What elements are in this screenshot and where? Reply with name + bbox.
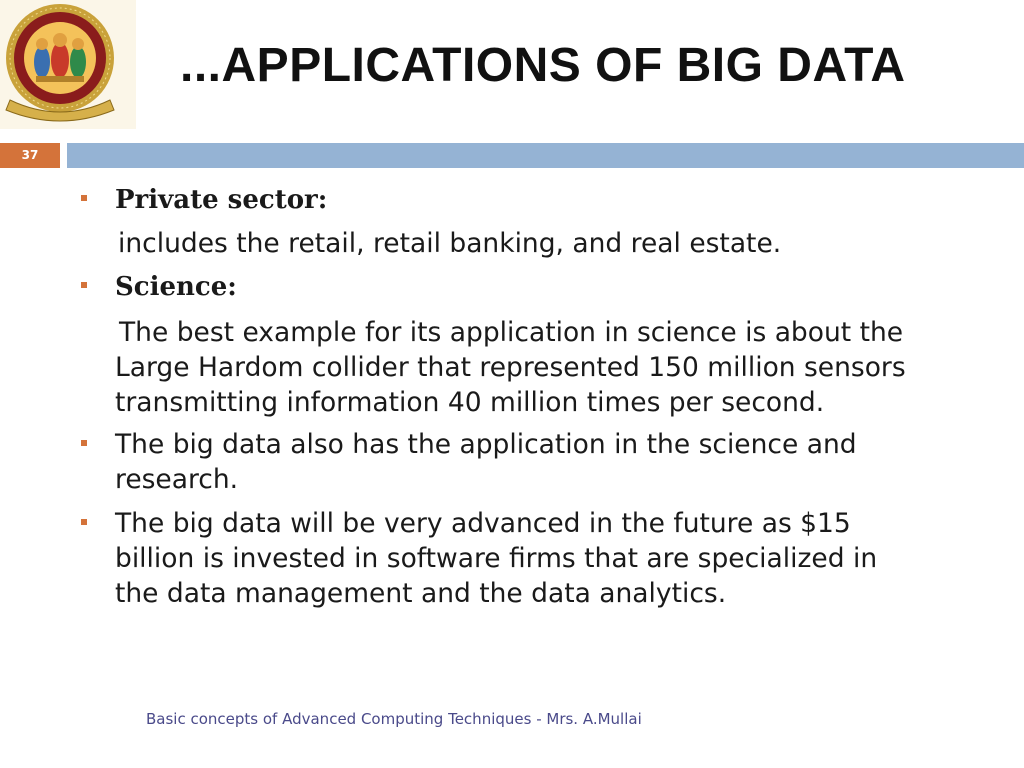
slide-content — [76, 182, 976, 611]
slide-title: ...APPLICATIONS OF BIG DATA — [180, 39, 906, 92]
science-body-line: transmitting information 40 million times per second. — [115, 387, 825, 418]
square-bullet-icon — [81, 195, 87, 201]
square-bullet-icon — [81, 282, 87, 288]
bullet-science — [76, 269, 976, 305]
bullet-future-investment — [76, 506, 976, 611]
bullet-line: research. — [115, 464, 239, 495]
bullet-line: The big data also has the application in the science and — [115, 429, 857, 460]
bullet-line: the data management and the data analytics. — [115, 578, 727, 609]
college-logo — [0, 0, 136, 129]
bullet-science-research — [76, 427, 976, 497]
science-body-line: The best example for its application in science is about the — [119, 317, 904, 348]
bullet-line: The big data will be very advanced in the future as $15 — [115, 508, 851, 539]
science-heading: Science: — [115, 272, 237, 302]
science-body — [76, 315, 976, 420]
square-bullet-icon — [81, 440, 87, 446]
college-emblem-icon — [0, 0, 136, 129]
bullet-private-sector — [76, 182, 976, 218]
header-bar — [67, 143, 1024, 168]
private-sector-body: includes the retail, retail banking, and real estate. — [118, 228, 782, 259]
slide-number: 37 — [0, 143, 60, 168]
slide-footer: Basic concepts of Advanced Computing Techniques - Mrs. A.Mullai — [146, 710, 642, 728]
private-sector-heading: Private sector: — [115, 185, 328, 215]
bullet-line: billion is invested in software firms that are specialized in — [115, 543, 878, 574]
square-bullet-icon — [81, 519, 87, 525]
science-body-line: Large Hardom collider that represented 150 million sensors — [115, 352, 906, 383]
